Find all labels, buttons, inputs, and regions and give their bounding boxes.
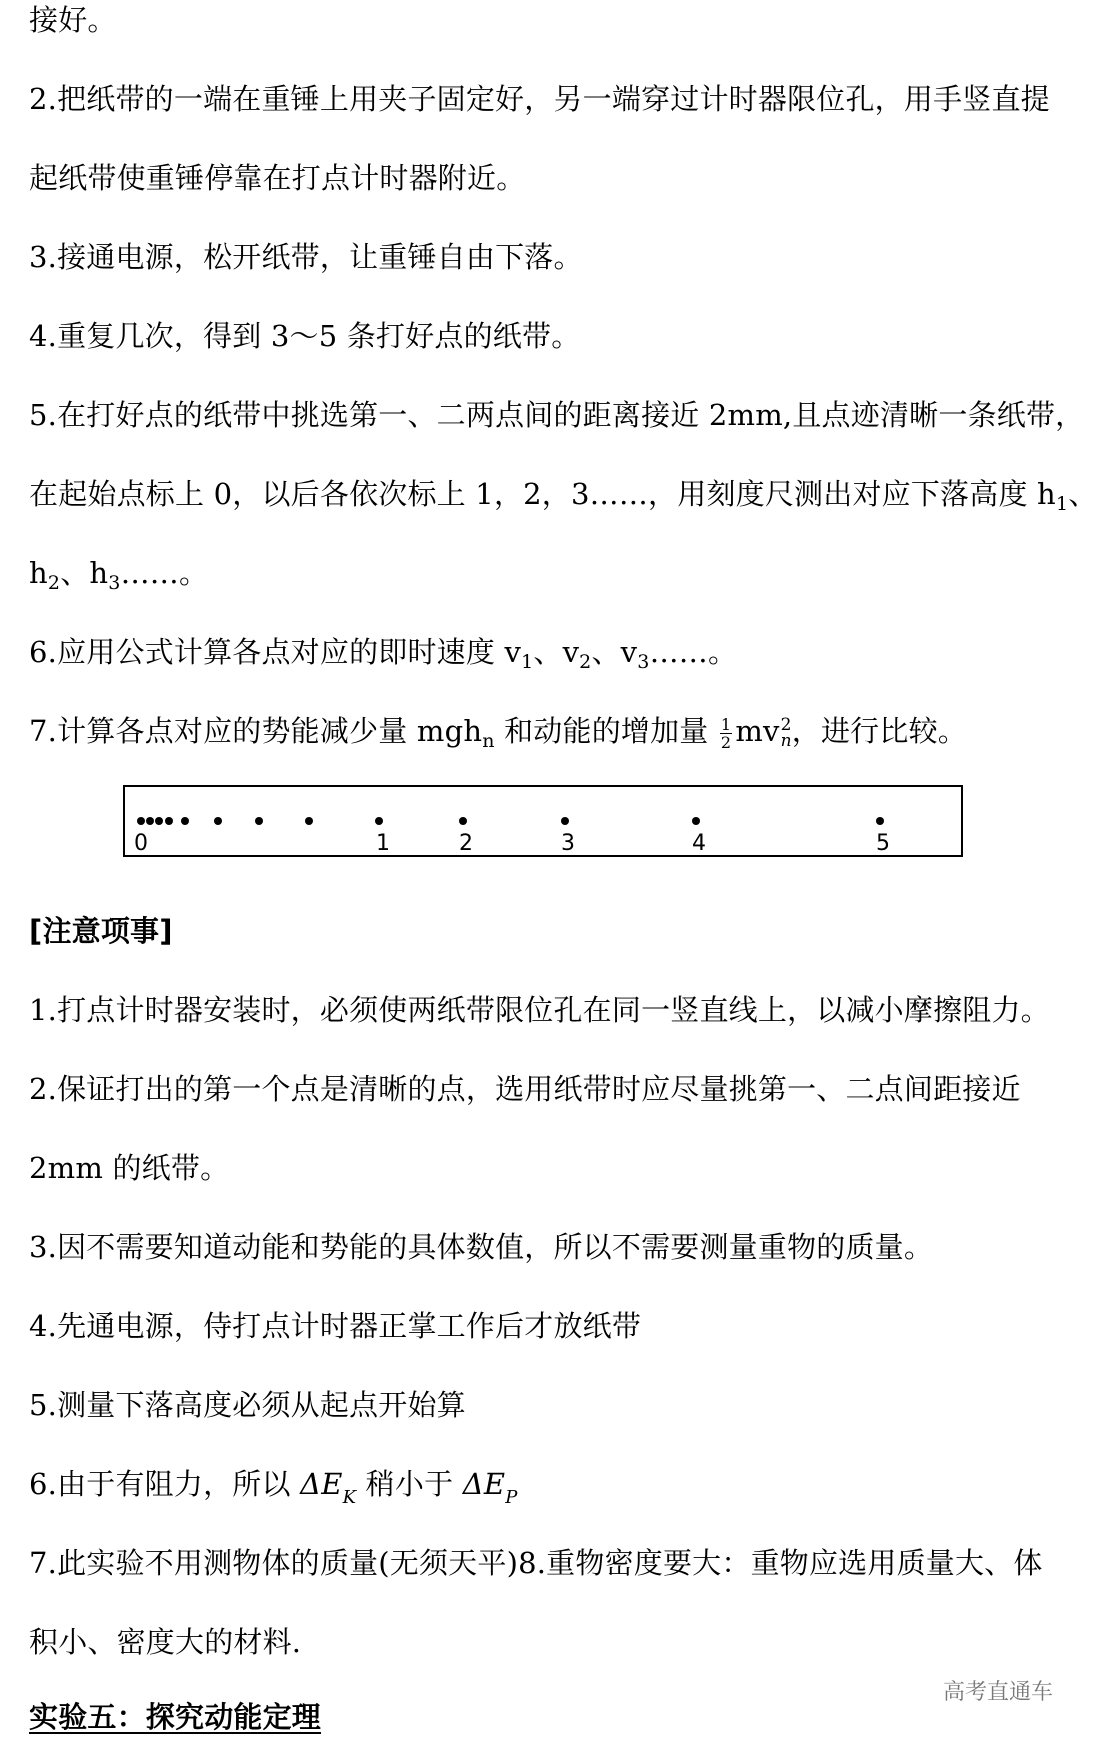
subscript-n: n (780, 731, 792, 751)
step-5-line-b (29, 474, 1097, 524)
tape-dot (165, 817, 173, 825)
superscript-2: 2 (780, 715, 792, 735)
watermark-text: 高考直通车 (943, 1680, 1054, 1705)
subscript-n: n (482, 730, 495, 752)
h-symbol: h (29, 556, 48, 590)
paper-tape-figure (123, 785, 963, 857)
tape-dots (137, 817, 884, 825)
tape-dot (561, 817, 569, 825)
step-7-mid-text: 和动能的增加量 (494, 714, 718, 748)
subscript-1: 1 (521, 651, 534, 673)
step-2-line-b: 起纸带使重锤停靠在打点计时器附近。 (29, 161, 526, 195)
fraction-numerator: 1 (720, 714, 732, 734)
tape-dot (305, 817, 313, 825)
notes-heading: [注意项事] (29, 914, 173, 948)
subscript-2: 2 (579, 651, 592, 673)
note-3: 3.因不需要知道动能和势能的具体数值，所以不需要测量重物的质量。 (29, 1230, 934, 1264)
fraction-denominator: 2 (720, 732, 732, 752)
tape-dot (214, 817, 222, 825)
step-7-end-text: ，进行比较。 (791, 714, 967, 748)
tape-dot (876, 817, 884, 825)
step-2-line-a: 2.把纸带的一端在重锤上用夹子固定好，另一端穿过计时器限位孔，用手竖直提 (29, 82, 1050, 116)
delta-ek: ΔE (300, 1467, 343, 1501)
tape-label-4: 4 (692, 831, 706, 856)
separator: 、 (1068, 477, 1097, 511)
step-6-text: 6.应用公式计算各点对应的即时速度 v (29, 635, 522, 669)
note-6-text: 6.由于有阻力，所以 (29, 1467, 301, 1501)
tape-label-5: 5 (876, 831, 890, 856)
ellipsis: ……。 (120, 556, 209, 590)
tape-labels (134, 831, 890, 856)
tape-label-1: 1 (376, 831, 390, 856)
subscript-k: K (342, 1487, 357, 1508)
section-title: 实验五：探究动能定理 (29, 1700, 322, 1734)
tape-dot (375, 817, 383, 825)
tape-dot (155, 817, 163, 825)
tape-dot (255, 817, 263, 825)
superscript-subscript (781, 717, 792, 749)
note-2-line-b: 2mm 的纸带。 (29, 1151, 230, 1185)
step-7-text: 7.计算各点对应的势能减少量 mgh (29, 714, 483, 748)
step-5-text: 在起始点标上 0，以后各依次标上 1，2，3……，用刻度尺测出对应下落高度 h (29, 477, 1056, 511)
step-3: 3.接通电源，松开纸带，让重锤自由下落。 (29, 240, 583, 274)
tape-label-3: 3 (561, 831, 575, 856)
step-5-line-a: 5.在打好点的纸带中挑选第一、二两点间的距离接近 2mm,且点迹清晰一条纸带， (29, 398, 1085, 432)
subscript-3: 3 (637, 651, 650, 673)
subscript-p: P (505, 1487, 518, 1508)
step-4: 4.重复几次，得到 3～5 条打好点的纸带。 (29, 319, 581, 353)
note-6-mid: 稍小于 (356, 1467, 463, 1501)
separator: 、v (591, 635, 638, 669)
separator: 、h (60, 556, 109, 590)
intro-line: 接好。 (29, 3, 117, 37)
note-6 (29, 1464, 518, 1518)
note-2-line-a: 2.保证打出的第一个点是清晰的点，选用纸带时应尽量挑第一、二点间距接近 (29, 1072, 1021, 1106)
tape-dot (692, 817, 700, 825)
tape-dot (146, 817, 154, 825)
note-5: 5.测量下落高度必须从起点开始算 (29, 1388, 466, 1422)
subscript-2: 2 (47, 572, 61, 594)
delta-ep: ΔE (462, 1467, 506, 1501)
ellipsis: ……。 (649, 635, 738, 669)
note-7-line-a: 7.此实验不用测物体的质量(无须天平)8.重物密度要大：重物应选用质量大、体 (29, 1546, 1043, 1580)
step-6 (29, 632, 737, 682)
step-5-line-c (29, 553, 208, 603)
subscript-1: 1 (1055, 493, 1069, 515)
tape-dot (459, 817, 467, 825)
note-4: 4.先通电源，侍打点计时器正掌工作后才放纸带 (29, 1309, 642, 1343)
step-7 (29, 711, 967, 761)
tape-label-0: 0 (134, 831, 148, 856)
mv-term: mv (735, 714, 780, 748)
tape-border (124, 786, 962, 856)
tape-label-2: 2 (459, 831, 473, 856)
tape-dot (181, 817, 189, 825)
note-1: 1.打点计时器安装时，必须使两纸带限位孔在同一竖直线上，以减小摩擦阻力。 (29, 993, 1050, 1027)
separator: 、v (533, 635, 580, 669)
note-7-line-b: 积小、密度大的材料. (29, 1625, 302, 1659)
tape-dot (137, 817, 145, 825)
fraction-one-half (720, 716, 732, 751)
subscript-3: 3 (108, 572, 121, 594)
